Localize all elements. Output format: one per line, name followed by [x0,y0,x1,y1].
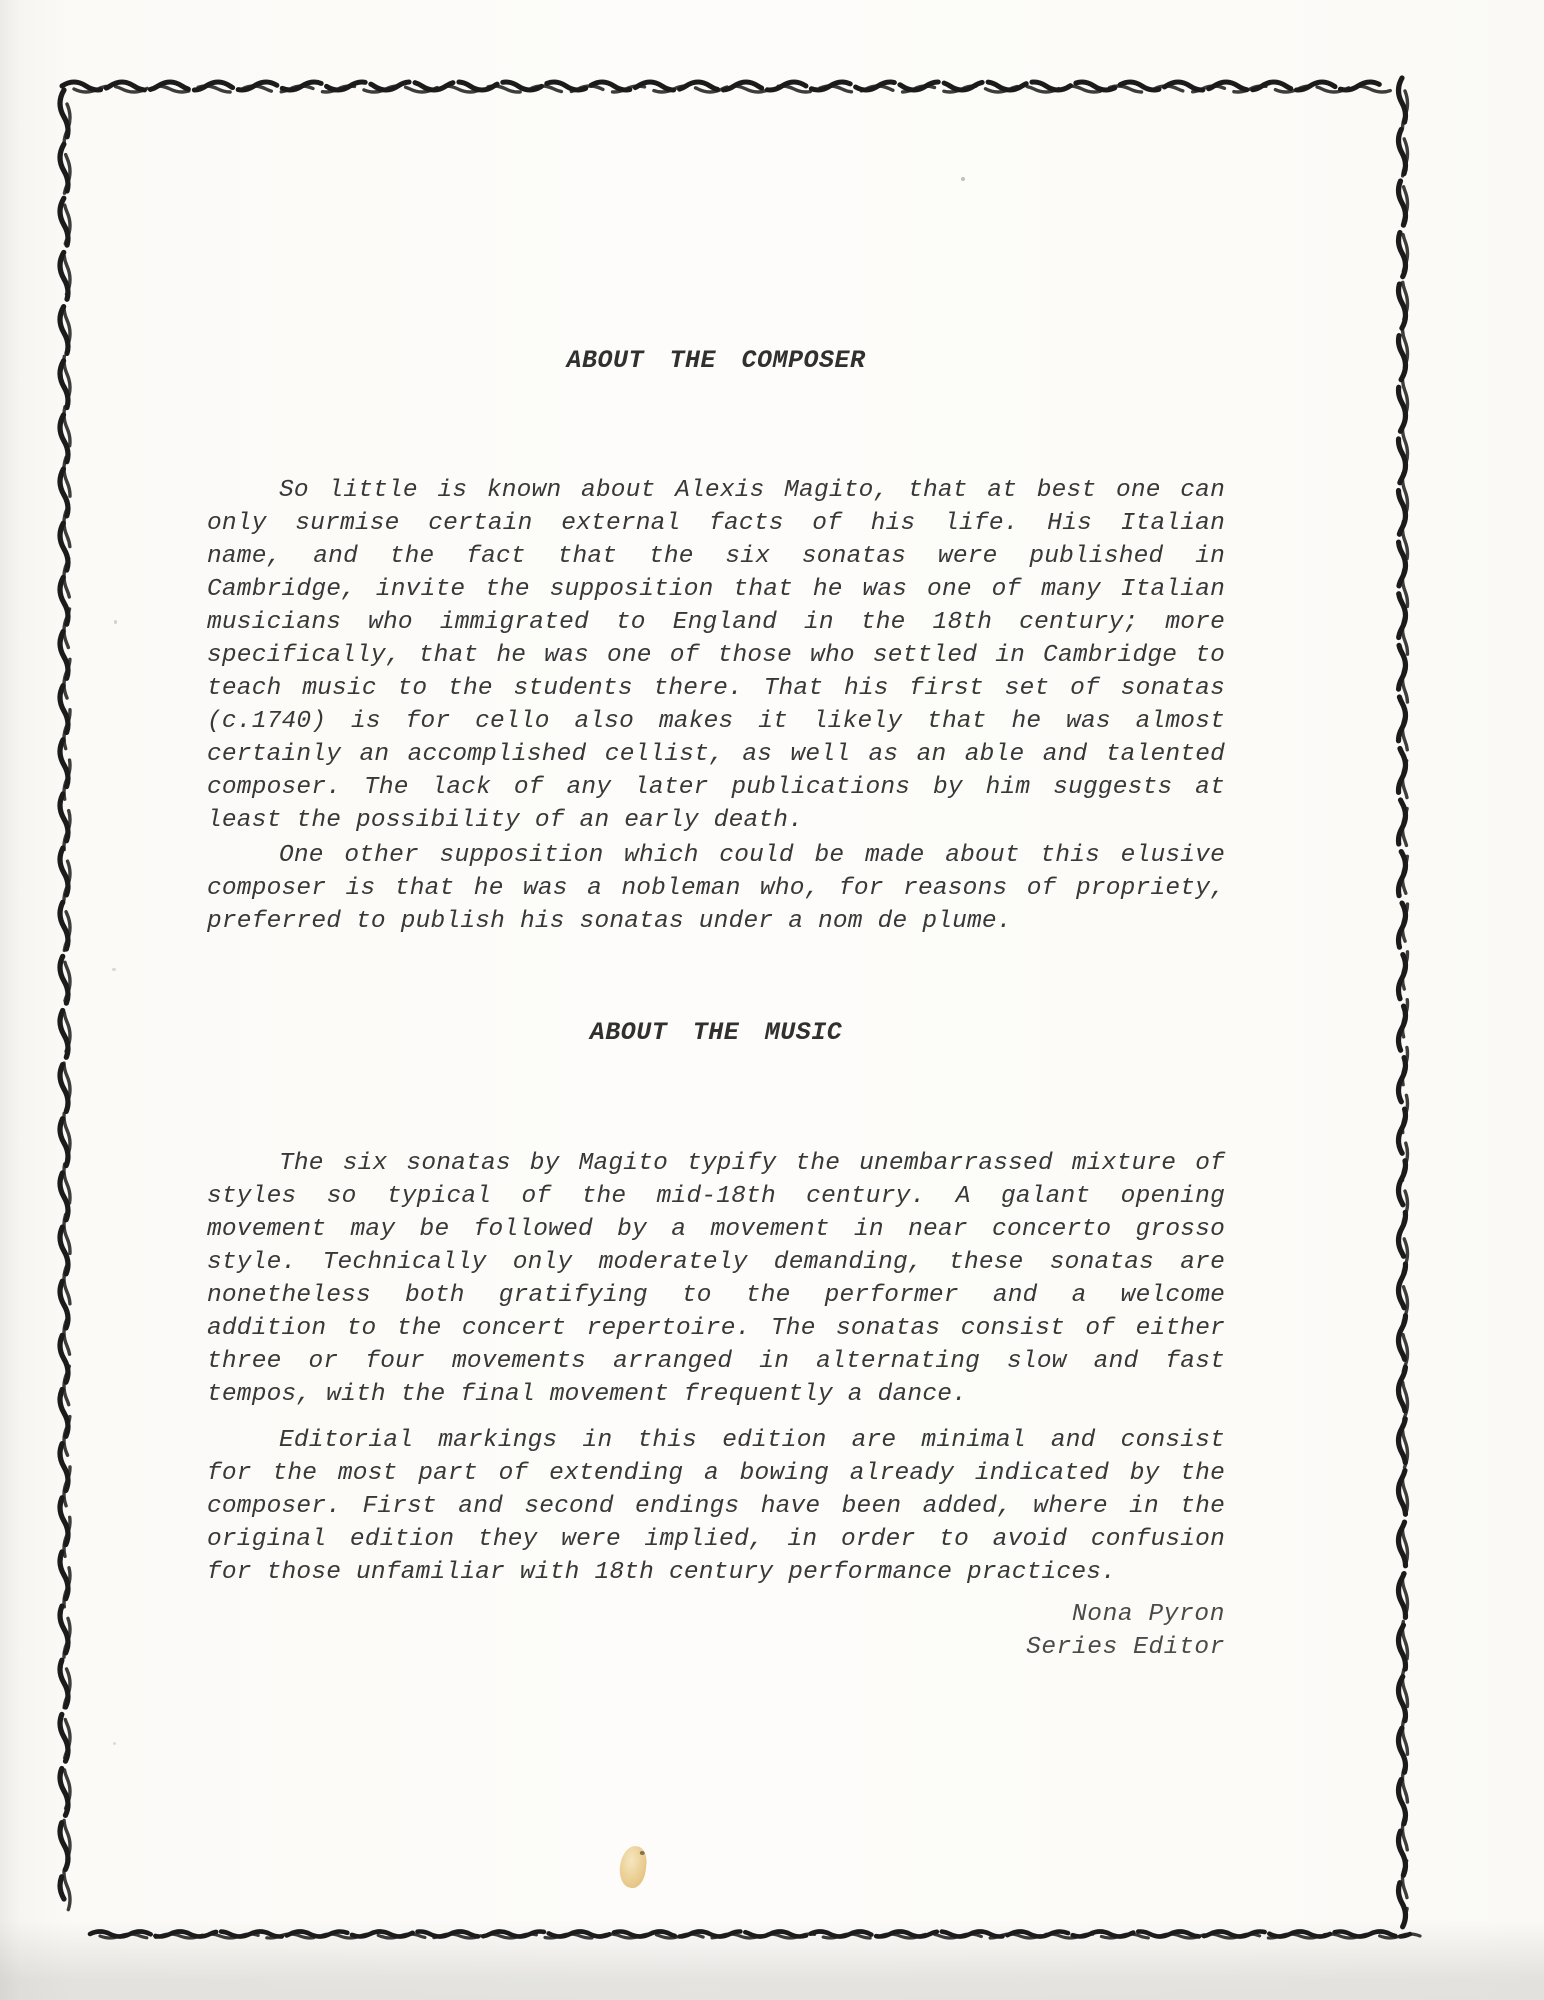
text-line: nonetheless both gratifying to the performer and a welcome [207,1282,1225,1309]
text-line: styles so typical of the mid-18th century. A galant opening [207,1183,1225,1210]
text-line: Editorial markings in this edition are minimal and consist [279,1427,1225,1454]
text-line: name, and the fact that the six sonatas were published in [207,543,1225,570]
dust-speck [114,620,117,624]
dust-speck [113,1742,116,1745]
signature-block [207,1598,1225,1664]
paragraph-music-2 [207,1424,1225,1589]
text-line: composer is that he was a nobleman who, for reasons of propriety, [207,875,1225,902]
text-line: addition to the concert repertoire. The sonatas consist of either [207,1315,1225,1342]
text-line: The six sonatas by Magito typify the unembarrassed mixture of [279,1150,1225,1177]
heading-about-the-music: ABOUT THE MUSIC [589,1018,843,1047]
dust-speck [112,968,116,971]
text-column [207,0,1225,2000]
text-line: One other supposition which could be made about this elusive [279,842,1225,869]
text-line: teach music to the students there. That his first set of sonatas [207,675,1225,702]
text-line: certainly an accomplished cellist, as well as an able and talented [207,741,1225,768]
text-line: Cambridge, invite the supposition that he was one of many Italian [207,576,1225,603]
text-line: least the possibility of an early death. [207,807,804,834]
text-line: movement may be followed by a movement in near concerto grosso [207,1216,1225,1243]
text-line: (c.1740) is for cello also makes it likely that he was almost [207,708,1225,735]
dust-speck [961,177,965,181]
signature-title: Series Editor [1026,1634,1225,1661]
text-line: style. Technically only moderately demanding, these sonatas are [207,1249,1225,1276]
text-line: only surmise certain external facts of his life. His Italian [207,510,1225,537]
paragraph-composer-2 [207,839,1225,938]
text-line: So little is known about Alexis Magito, that at best one can [279,477,1225,504]
text-line: for those unfamiliar with 18th century performance practices. [207,1559,1117,1586]
text-line: composer. First and second endings have been added, where in the [207,1493,1225,1520]
text-line: preferred to publish his sonatas under a nom de plume. [207,908,1012,935]
text-line: three or four movements arranged in alternating slow and fast [207,1348,1225,1375]
heading-about-the-composer: ABOUT THE COMPOSER [566,346,866,375]
text-line: specifically, that he was one of those who settled in Cambridge to [207,642,1225,669]
paragraph-music-1 [207,1147,1225,1411]
text-line: musicians who immigrated to England in the 18th century; more [207,609,1225,636]
text-line: for the most part of extending a bowing already indicated by the [207,1460,1225,1487]
signature-name: Nona Pyron [1071,1601,1225,1628]
text-line: composer. The lack of any later publications by him suggests at [207,774,1225,801]
paragraph-composer-1 [207,474,1225,837]
text-line: original edition they were implied, in order to avoid confusion [207,1526,1225,1553]
text-line: tempos, with the final movement frequently a dance. [207,1381,968,1408]
